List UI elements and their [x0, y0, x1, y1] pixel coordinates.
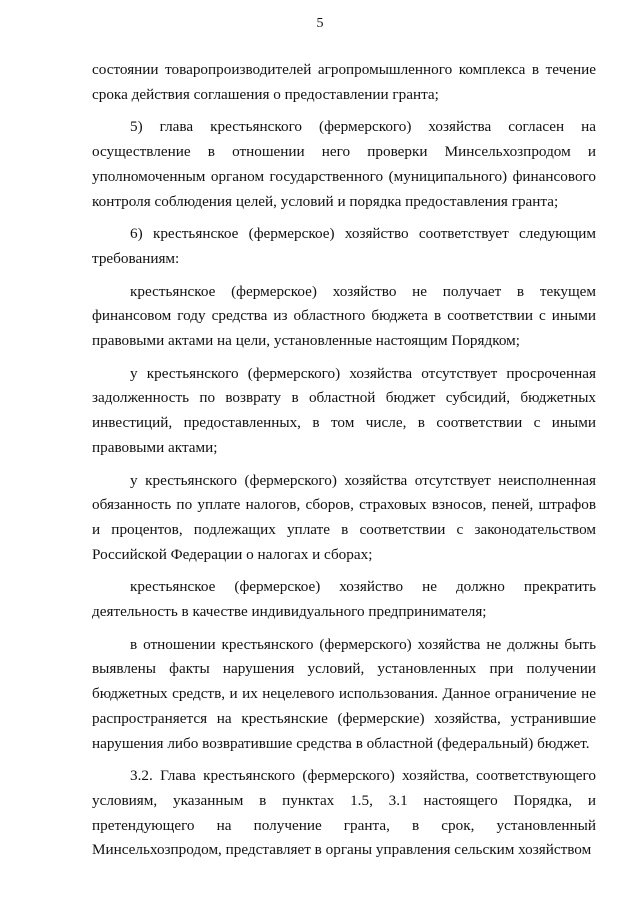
paragraph-4: крестьянское (фермерское) хозяйство не получает в текущем финансовом году средства из областного бюджета в соответствии с иными правовыми актами на цели, установленные настоящим Порядком;	[92, 282, 596, 350]
paragraph-9: 3.2. Глава крестьянского (фермерского) хозяйства, соответствующего условиям, указанным в пунктах 1.5, 3.1 настоящего Порядка, и претендующего на получение гранта, в срок, установленный Минсельхозпродом, представляет в органы управления сельским хозяйством	[92, 767, 596, 859]
paragraph-3: 6) крестьянское (фермерское) хозяйство соответствует следующим требованиям:	[92, 225, 596, 267]
paragraph-2: 5) глава крестьянского (фермерского) хозяйства согласен на осуществление в отношении него проверки Минсельхозпродом и уполномоченным органом государственного (муниципального) финансового контроля соблюдения целей, условий и порядка предоставления гранта;	[92, 118, 596, 210]
document-body	[92, 58, 596, 863]
paragraph-8: в отношении крестьянского (фермерского) хозяйства не должны быть выявлены факты нарушения условий, установленных при получении бюджетных средств, и их нецелевого использования. Данное ограничение не распространяется на крестьянские (фермерские) хозяйства, устранившие нарушения либо возвратившие средства в областной (федеральный) бюджет.	[92, 635, 596, 752]
paragraph-5: у крестьянского (фермерского) хозяйства отсутствует просроченная задолженность по возврату в областной бюджет субсидий, бюджетных инвестиций, предоставленных, в том числе, в соответствии с иными правовыми актами;	[92, 364, 596, 456]
paragraph-7: крестьянское (фермерское) хозяйство не должно прекратить деятельность в качестве индивидуального предпринимателя;	[92, 578, 596, 621]
paragraph-6: у крестьянского (фермерского) хозяйства отсутствует неисполненная обязанность по уплате налогов, сборов, страховых взносов, пеней, штрафов и процентов, подлежащих уплате в соответствии с законодательством Российской Федерации о налогах и сборах;	[92, 471, 596, 563]
paragraph-1: состоянии товаропроизводителей агропромышленного комплекса в течение срока действия соглашения о предоставлении гранта;	[92, 61, 596, 103]
page-number: 5	[316, 16, 324, 31]
